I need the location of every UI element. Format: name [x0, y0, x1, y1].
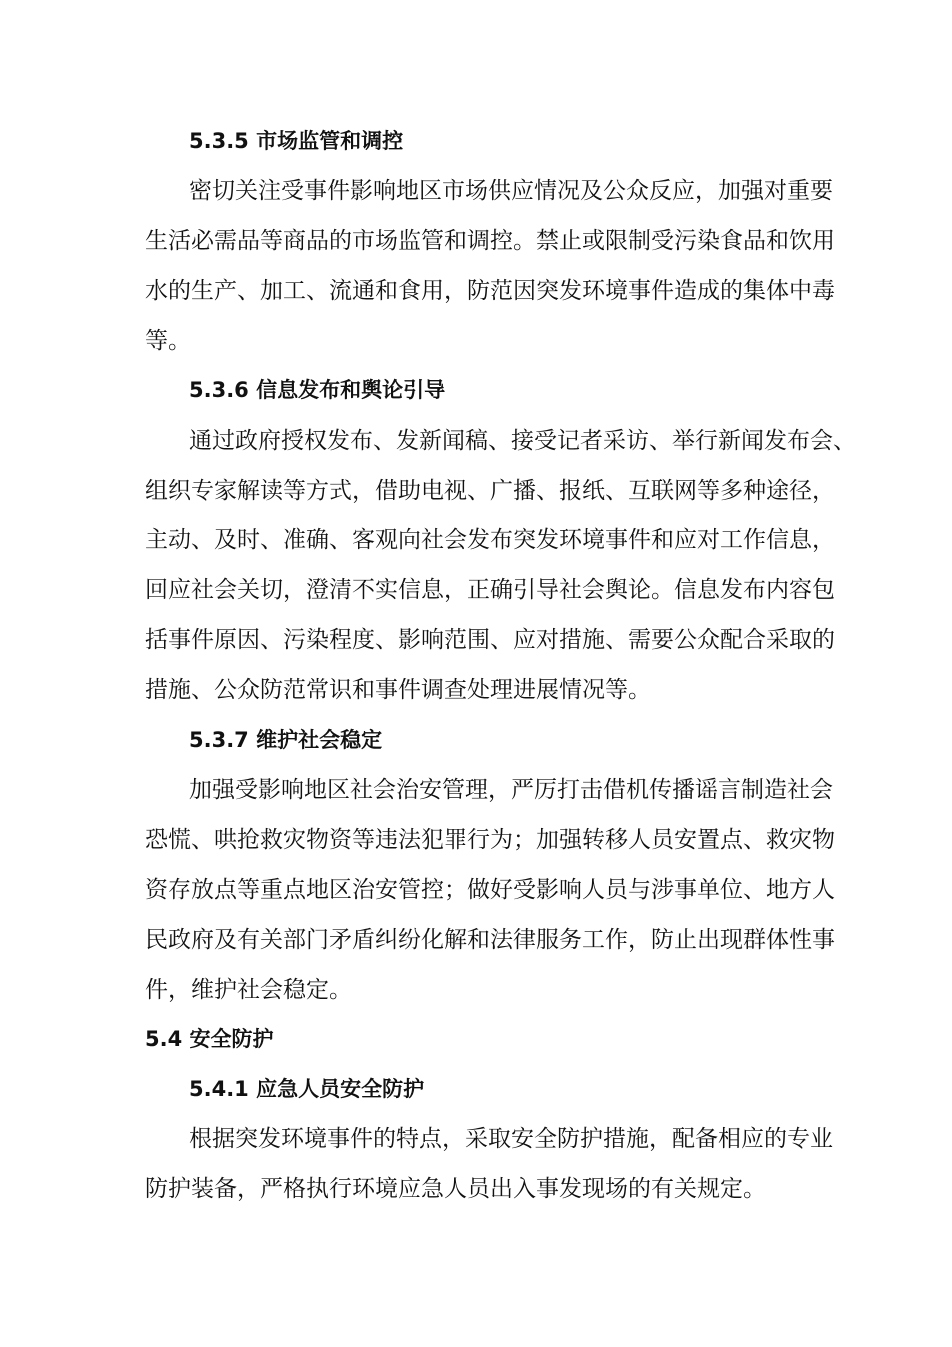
section-heading-5-3-6: 5.3.6 信息发布和舆论引导 — [189, 378, 446, 402]
section-heading-5-4-1: 5.4.1 应急人员安全防护 — [189, 1077, 425, 1101]
paragraph-line: 等。 — [145, 328, 191, 354]
paragraph-line: 回应社会关切，澄清不实信息，正确引导社会舆论。信息发布内容包 — [145, 577, 835, 603]
paragraph-line: 密切关注受事件影响地区市场供应情况及公众反应，加强对重要 — [189, 178, 833, 204]
paragraph-line: 加强受影响地区社会治安管理，严厉打击借机传播谣言制造社会 — [189, 777, 833, 803]
paragraph-line: 防护装备，严格执行环境应急人员出入事发现场的有关规定。 — [145, 1176, 766, 1202]
paragraph-line: 组织专家解读等方式，借助电视、广播、报纸、互联网等多种途径， — [145, 478, 835, 504]
paragraph-line: 根据突发环境事件的特点，采取安全防护措施，配备相应的专业 — [189, 1126, 833, 1152]
paragraph-line: 措施、公众防范常识和事件调查处理进展情况等。 — [145, 677, 651, 703]
section-heading-5-4: 5.4 安全防护 — [145, 1027, 274, 1051]
paragraph-line: 民政府及有关部门矛盾纠纷化解和法律服务工作，防止出现群体性事 — [145, 927, 835, 953]
section-heading-5-3-5: 5.3.5 市场监管和调控 — [189, 129, 404, 153]
paragraph-line: 括事件原因、污染程度、影响范围、应对措施、需要公众配合采取的 — [145, 627, 835, 653]
paragraph-line: 水的生产、加工、流通和食用，防范因突发环境事件造成的集体中毒 — [145, 278, 835, 304]
paragraph-line: 主动、及时、准确、客观向社会发布突发环境事件和应对工作信息， — [145, 527, 835, 553]
section-heading-5-3-7: 5.3.7 维护社会稳定 — [189, 728, 383, 752]
paragraph-line: 通过政府授权发布、发新闻稿、接受记者采访、举行新闻发布会、 — [189, 428, 856, 454]
paragraph-line: 生活必需品等商品的市场监管和调控。禁止或限制受污染食品和饮用 — [145, 228, 835, 254]
paragraph-line: 恐慌、哄抢救灾物资等违法犯罪行为；加强转移人员安置点、救灾物 — [145, 827, 835, 853]
paragraph-line: 件，维护社会稳定。 — [145, 977, 352, 1003]
paragraph-line: 资存放点等重点地区治安管控；做好受影响人员与涉事单位、地方人 — [145, 877, 835, 903]
